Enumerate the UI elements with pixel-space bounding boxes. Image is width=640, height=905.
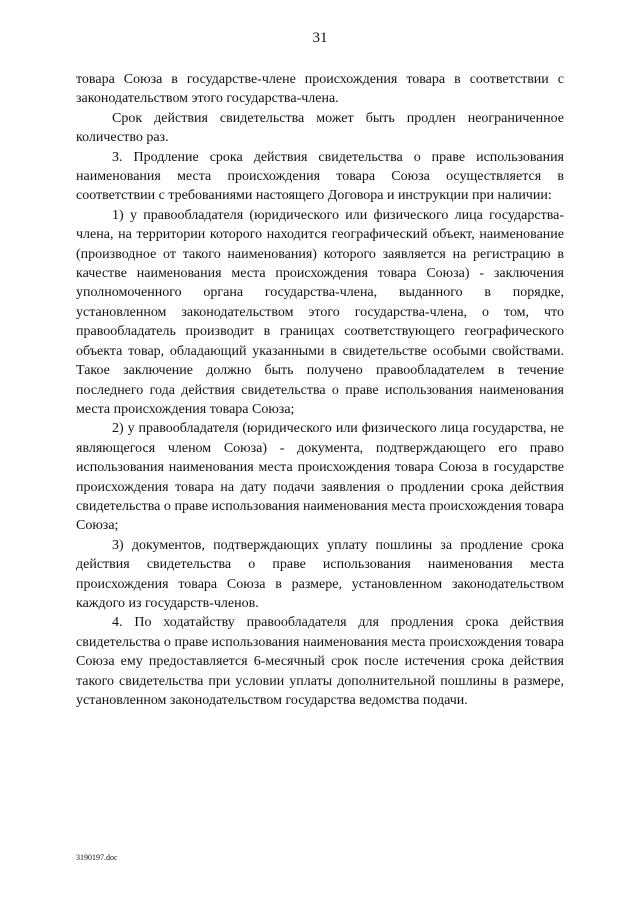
paragraph-subitem-3: 3) документов, подтверждающих уплату пошлины за продление срока действия свидетельства о праве использования наименования места происхождения товара Союза в размере, установленном законодательством каждого из государств-членов. bbox=[76, 537, 564, 611]
paragraph-item-3: 3. Продление срока действия свидетельства о праве использования наименования места происхождения товара Союза осуществляется в соответствии с требованиями настоящего Договора и инструкции при наличии: bbox=[76, 149, 564, 204]
paragraph-item-4: 4. По ходатайству правообладателя для продления срока действия свидетельства о праве использования наименования места происхождения товара Союза ему предоставляется 6-месячный срок после истечения срока действия такого свидетельства при условии уплаты дополнительной пошлины в размере, установленном законодательством государства ведомства подачи. bbox=[76, 615, 564, 708]
paragraph-subitem-1: 1) у правообладателя (юридического или физического лица государства-члена, на территории которого находится географический объект, наименование (производное от такого наименования) которого заявляется на регистрацию в качестве наименования места происхождения товара Союза) - заключения уполномоченного органа государства-члена, выданного в порядке, установленном законодательством этого государства-члена, о том, что правообладатель производит в границах соответствующего географического объекта товар, обладающий указанными в свидетельстве особыми свойствами. Такое заключение должно быть получено правообладателем в течение последнего года действия свидетельства о праве использования наименования места происхождения товара Союза; bbox=[76, 207, 564, 417]
footer-file-code: 3190197.doc bbox=[76, 853, 118, 862]
page-number: 31 bbox=[312, 30, 328, 46]
paragraph-term-extension: Срок действия свидетельства может быть продлен неограниченное количество раз. bbox=[76, 110, 564, 146]
paragraph-continuation: товара Союза в государстве-члене происхождения товара в соответствии с законодательством этого государства-члена. bbox=[76, 72, 564, 107]
paragraph-subitem-2: 2) у правообладателя (юридического или физического лица государства, не являющегося членом Союза) - документа, подтверждающего его право использования наименования места происхождения товара Союза в государстве происхождения товара на дату подачи заявления о продлении срока действия свидетельства о праве использования наименования места происхождения товара Союза; bbox=[76, 421, 564, 534]
document-body bbox=[76, 70, 564, 710]
